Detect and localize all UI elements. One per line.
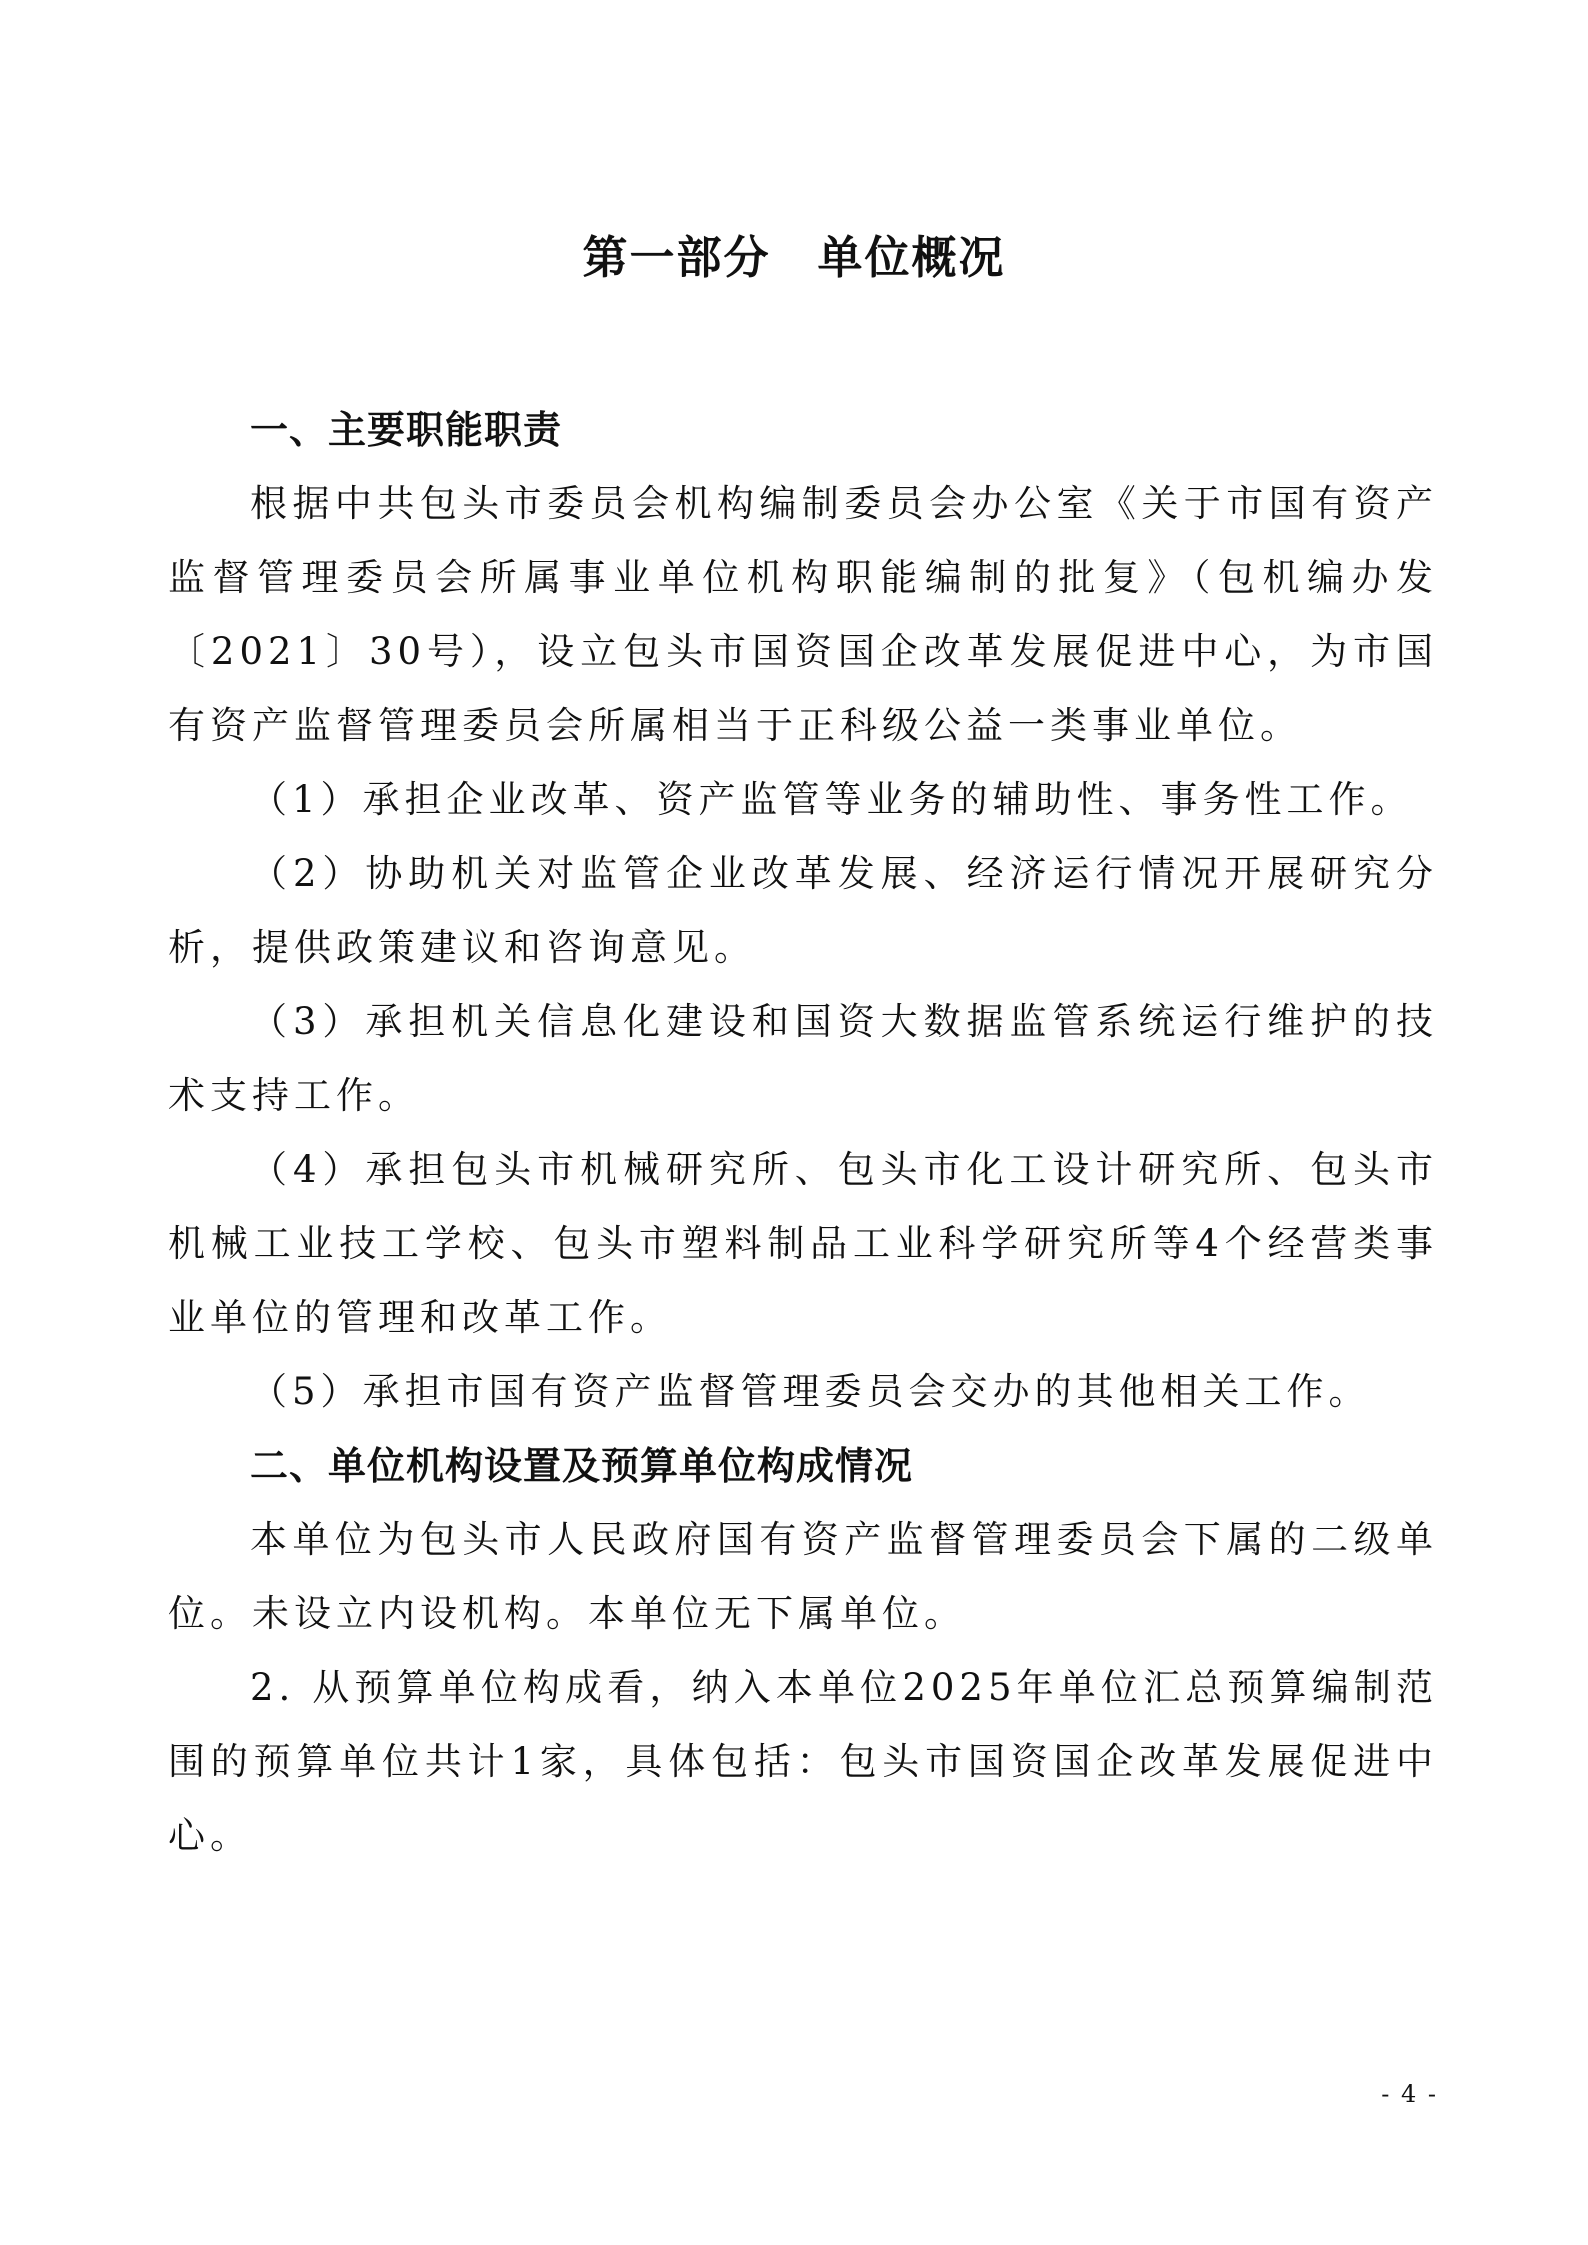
paragraph: 根据中共包头市委员会机构编制委员会办公室《关于市国有资产监督管理委员会所属事业单位机构职能编制的批复》（包机编办发〔2021〕30号），设立包头市国资国企改革发展促进中心，为市国有资产监督管理委员会所属相当于正科级公益一类事业单位。 <box>168 482 1438 747</box>
page-title: 第一部分 单位概况 <box>582 231 1006 284</box>
section-heading-duties: 一、主要职能职责 <box>250 408 563 452</box>
paragraph: （3）承担机关信息化建设和国资大数据监管系统运行维护的技术支持工作。 <box>168 1000 1438 1117</box>
paragraph: 2. 从预算单位构成看，纳入本单位2025年单位汇总预算编制范围的预算单位共计1家，具体包括：包头市国资国企改革发展促进中心。 <box>168 1666 1438 1857</box>
document-body <box>168 393 1438 1873</box>
paragraph: （2）协助机关对监管企业改革发展、经济运行情况开展研究分析，提供政策建议和咨询意见。 <box>168 852 1438 969</box>
page-number: - 4 - <box>1381 2080 1438 2108</box>
paragraph: 本单位为包头市人民政府国有资产监督管理委员会下属的二级单位。未设立内设机构。本单位无下属单位。 <box>168 1518 1438 1635</box>
paragraph: （5）承担市国有资产监督管理委员会交办的其他相关工作。 <box>250 1370 1371 1413</box>
section-heading-structure: 二、单位机构设置及预算单位构成情况 <box>250 1444 914 1488</box>
paragraph: （1）承担企业改革、资产监管等业务的辅助性、事务性工作。 <box>250 778 1413 821</box>
paragraph: （4）承担包头市机械研究所、包头市化工设计研究所、包头市机械工业技工学校、包头市塑料制品工业科学研究所等4个经营类事业单位的管理和改革工作。 <box>168 1148 1438 1339</box>
